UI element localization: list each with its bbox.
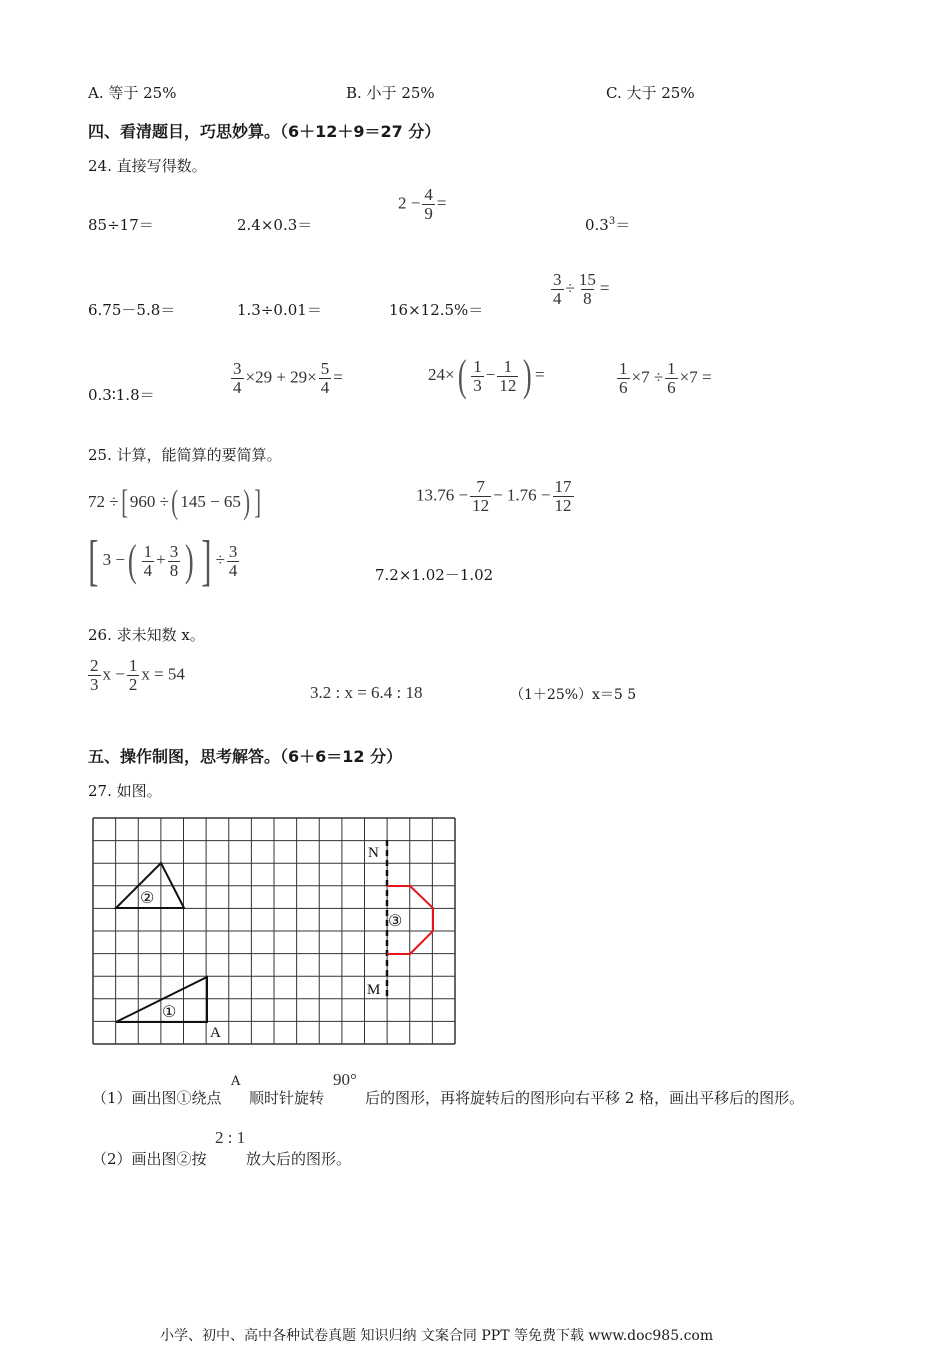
q24-r3-b-eq: = xyxy=(333,367,343,387)
q26-e1-frac1 xyxy=(88,657,101,694)
q26-e1-num2: 1 xyxy=(128,656,138,675)
q24-r3-b xyxy=(229,360,343,397)
q25-e1-lparen: ( xyxy=(171,484,179,521)
q25-expr3 xyxy=(84,530,241,592)
q24-r2-b: 1.3÷0.01＝ xyxy=(237,301,322,319)
q24-title: 24. 直接写得数。 xyxy=(88,157,207,175)
q25-e1-in1: 960 ÷ xyxy=(129,491,170,511)
q25-expr4: 7.2×1.02－1.02 xyxy=(375,566,494,584)
option-a: A. 等于 25% xyxy=(88,84,177,102)
q27-part1-point: A xyxy=(231,1074,241,1089)
q24-r3-d xyxy=(615,360,712,397)
q24-r3-d-den2: 6 xyxy=(667,377,676,397)
q24-r3-d-mid1: ×7 ÷ xyxy=(631,367,664,387)
q25-e2-num1: 7 xyxy=(476,477,485,496)
q25-e1-lbracket: [ xyxy=(120,484,128,521)
q24-r3-d-num2: 1 xyxy=(667,359,676,378)
q25-e2-mid: − 1.76 − xyxy=(493,485,551,505)
section-5-title: 五、操作制图，思考解答。（6＋6＝12 分） xyxy=(88,747,403,766)
q27-grid-figure xyxy=(92,817,456,1045)
q25-e3-frac3 xyxy=(227,543,240,580)
q24-r3-c-frac2 xyxy=(497,358,518,395)
q24-r2-d-eq: = xyxy=(599,278,610,298)
q24-r3-c-op: − xyxy=(485,364,496,384)
q24-r3-b-num1: 3 xyxy=(233,359,242,378)
q24-r3-d-num1: 1 xyxy=(619,359,628,378)
q24-r1-c xyxy=(398,186,446,223)
q24-r1-c-num: 4 xyxy=(424,185,433,204)
q24-r3-b-frac1 xyxy=(231,360,244,397)
q24-r3-d-den1: 6 xyxy=(619,377,628,397)
q26-e1-end: x = 54 xyxy=(141,664,185,684)
q26-eq3: （1＋25%）x＝5 5 xyxy=(510,687,637,703)
q25-e2-den2: 12 xyxy=(554,495,572,515)
option-c: C. 大于 25% xyxy=(606,84,695,102)
q24-r3-a: 0.3∶1.8＝ xyxy=(88,386,155,404)
q24-r3-d-frac1 xyxy=(617,360,630,397)
q25-e3-num3: 3 xyxy=(228,541,238,561)
q25-e2-pre: 13.76 − xyxy=(416,485,469,505)
q27-part1-post: 后的图形，再将旋转后的图形向右平移 2 格，画出平移后的图形。 xyxy=(365,1089,805,1107)
q25-e2-num2: 17 xyxy=(554,477,572,496)
q24-r1-d-exp: 3 xyxy=(608,216,616,227)
q24-r2-d xyxy=(549,271,609,308)
q25-e2-frac1 xyxy=(470,478,491,515)
label-figure-3: ③ xyxy=(388,913,403,930)
q24-r3-b-num2: 5 xyxy=(320,359,330,378)
q25-e3-lbracket: [ xyxy=(88,530,99,592)
q24-r2-d-frac2 xyxy=(577,271,598,308)
label-a: A xyxy=(210,1025,221,1041)
q26-e1-num1: 2 xyxy=(90,656,99,675)
q25-e3-num2: 3 xyxy=(169,541,179,561)
q24-r2-d-den2: 8 xyxy=(583,288,592,308)
q26-e1-den2: 2 xyxy=(128,674,138,694)
section-4-title: 四、看清题目，巧思妙算。（6＋12＋9＝27 分） xyxy=(88,122,441,141)
q24-r2-d-num1: 3 xyxy=(553,270,562,289)
q24-r3-c-pre: 24× xyxy=(428,364,455,384)
q24-r2-d-num2: 15 xyxy=(578,270,596,289)
q24-r1-d-base: 0.3 xyxy=(585,216,609,234)
q24-r3-c-frac1 xyxy=(471,358,484,395)
q25-e2-den1: 12 xyxy=(472,495,490,515)
q24-r1-c-frac xyxy=(422,186,435,223)
q24-r1-d xyxy=(585,214,630,235)
q25-e1-pre: 72 ÷ xyxy=(88,491,119,511)
page-footer: 小学、初中、高中各种试卷真题 知识归纳 文案合同 PPT 等免费下载 www.doc985.com xyxy=(160,1328,714,1344)
q24-r3-b-frac2 xyxy=(319,360,332,397)
q26-e1-frac2 xyxy=(127,657,140,694)
q24-r1-a: 85÷17＝ xyxy=(88,216,154,234)
q24-r2-d-op: ÷ xyxy=(565,278,575,298)
q27-part1-degree: 90° xyxy=(333,1070,357,1089)
q27-part2-ratio: 2 : 1 xyxy=(215,1128,246,1147)
q25-e3-den1: 4 xyxy=(143,560,153,580)
q25-e3-den2: 8 xyxy=(169,560,179,580)
q27-part2-post: 放大后的图形。 xyxy=(246,1150,352,1168)
label-m: M xyxy=(367,982,381,998)
label-figure-1: ① xyxy=(162,1004,177,1021)
label-n: N xyxy=(368,845,379,861)
q24-r3-b-mid: ×29 + 29× xyxy=(245,367,317,387)
q25-e1-rparen: ) xyxy=(243,484,250,521)
q26-e1-den1: 3 xyxy=(90,674,99,694)
q27-title: 27. 如图。 xyxy=(88,782,162,800)
q26-title: 26. 求未知数 x。 xyxy=(88,626,205,644)
q26-e1-mid: x − xyxy=(102,664,125,684)
q24-r2-c: 16×12.5%＝ xyxy=(389,301,484,319)
q24-r3-b-den1: 4 xyxy=(233,377,242,397)
q24-r3-b-den2: 4 xyxy=(320,377,330,397)
q24-r1-d-eq: ＝ xyxy=(615,216,631,234)
q25-e2-frac2 xyxy=(553,478,574,515)
q25-e3-num1: 1 xyxy=(143,541,153,561)
q25-e3-frac1 xyxy=(142,543,155,580)
q24-r3-c-num1: 1 xyxy=(473,356,482,376)
q24-r1-c-eq: = xyxy=(436,193,447,213)
q24-r2-d-frac1 xyxy=(551,271,564,308)
q27-part2-pre: （2）画出图②按 xyxy=(92,1150,207,1168)
q24-r2-a: 6.75－5.8＝ xyxy=(88,301,176,319)
q25-e3-den3: 4 xyxy=(228,560,238,580)
q24-r1-c-whole: 2 − xyxy=(398,193,421,213)
q25-e3-frac2 xyxy=(168,543,181,580)
q27-part1-pre: （1）画出图①绕点 xyxy=(92,1089,222,1107)
q25-expr2 xyxy=(416,478,576,515)
q25-e3-lparen: ( xyxy=(127,536,137,585)
q25-e3-rparen: ) xyxy=(185,536,194,585)
q24-r3-c-den1: 3 xyxy=(473,375,482,395)
label-figure-2: ② xyxy=(140,890,155,907)
q24-r3-c-lparen: ( xyxy=(457,351,467,400)
q24-r3-c-den2: 12 xyxy=(499,375,517,395)
q26-eq1 xyxy=(86,657,185,694)
q25-e1-rbracket: ] xyxy=(254,484,262,521)
q25-title: 25. 计算，能简算的要简算。 xyxy=(88,446,282,464)
q25-e3-rbracket: ] xyxy=(201,530,212,592)
q24-r3-c-num2: 1 xyxy=(503,356,513,376)
q24-r3-d-frac2 xyxy=(665,360,678,397)
q24-r3-c-rparen: ) xyxy=(523,351,533,400)
q24-r3-c-eq: = xyxy=(535,364,545,384)
q25-e3-pre: 3 − xyxy=(102,549,125,569)
q24-r1-c-den: 9 xyxy=(424,203,433,223)
q25-e3-op: + xyxy=(156,549,166,569)
option-b: B. 小于 25% xyxy=(346,84,435,102)
q24-r3-d-mid2: ×7 = xyxy=(679,367,712,387)
grid-lines xyxy=(93,818,455,1044)
q25-expr1 xyxy=(88,486,264,520)
q24-r3-c xyxy=(428,351,545,400)
q24-r1-b: 2.4×0.3＝ xyxy=(237,216,313,234)
q25-e1-in2: 145 − 65 xyxy=(180,491,241,511)
q27-part1-mid: 顺时针旋转 xyxy=(249,1089,325,1107)
q24-r2-d-den1: 4 xyxy=(553,288,562,308)
q26-eq2: 3.2 : x = 6.4 : 18 xyxy=(310,683,423,702)
q25-e3-div: ÷ xyxy=(215,549,225,569)
